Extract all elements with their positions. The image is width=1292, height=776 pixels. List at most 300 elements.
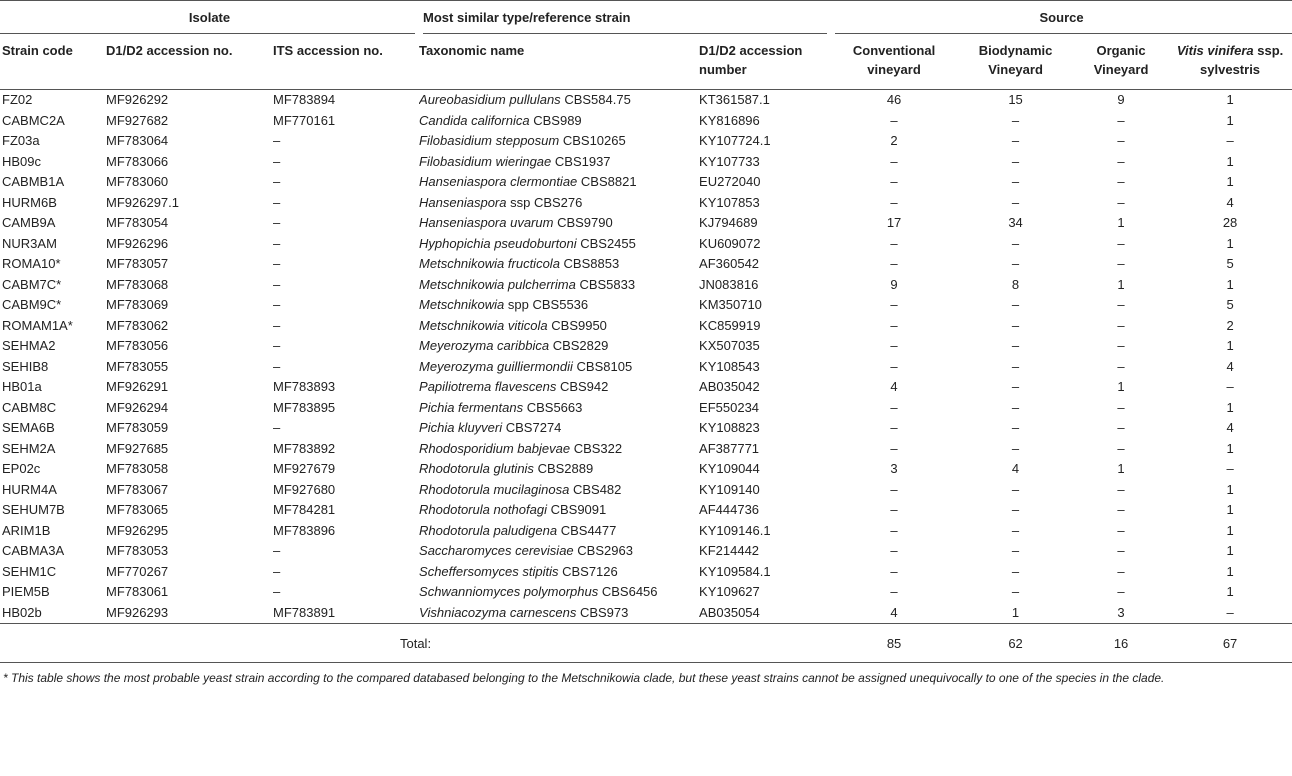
- taxon-reference-code: CBS989: [533, 112, 582, 128]
- cell-biodynamic: 4: [1011, 461, 1020, 476]
- cell-vitis: 28: [1222, 215, 1238, 230]
- cell-organic: –: [1117, 235, 1125, 251]
- cell-its-accession: –: [273, 276, 281, 292]
- taxon-species-name: Candida californica: [419, 112, 530, 128]
- cell-its-accession: –: [273, 194, 281, 210]
- cell-d1d2-ref-accession: KT361587.1: [699, 92, 770, 107]
- group-source: Source: [1039, 9, 1084, 25]
- cell-strain-code: FZ03a: [2, 133, 40, 148]
- table-row: [0, 152, 1292, 173]
- cell-organic: 1: [1117, 461, 1125, 476]
- cell-d1d2-ref-accession: KX507035: [699, 338, 760, 353]
- table-row: [0, 439, 1292, 460]
- cell-taxonomic-name: [419, 398, 699, 419]
- cell-its-accession: –: [273, 133, 281, 148]
- table-row: [0, 275, 1292, 296]
- cell-its-accession: –: [273, 338, 281, 353]
- cell-biodynamic: –: [1011, 174, 1020, 189]
- cell-d1d2-ref-accession: EF550234: [699, 399, 760, 415]
- taxon-reference-code: CBS9790: [557, 215, 613, 230]
- taxon-species-name: Meyerozyma guilliermondii: [419, 358, 573, 374]
- col-strain-code: Strain code: [2, 43, 73, 58]
- cell-d1d2-accession: MF927685: [106, 440, 169, 456]
- cell-biodynamic: –: [1011, 543, 1020, 558]
- cell-d1d2-ref-accession: EU272040: [699, 174, 761, 189]
- cell-strain-code: ROMA10*: [2, 256, 61, 271]
- cell-biodynamic: –: [1011, 235, 1020, 251]
- cell-vitis: 1: [1226, 235, 1234, 251]
- cell-conventional: –: [890, 297, 898, 312]
- cell-vitis: 1: [1226, 276, 1234, 292]
- cell-taxonomic-name: [419, 562, 699, 583]
- table-row: [0, 562, 1292, 583]
- cell-d1d2-accession: MF783053: [106, 543, 169, 558]
- cell-d1d2-ref-accession: KY107733: [699, 153, 760, 169]
- cell-organic: –: [1117, 297, 1125, 312]
- cell-conventional: 4: [890, 379, 898, 394]
- table-row: [0, 111, 1292, 132]
- cell-conventional: –: [890, 317, 898, 333]
- table-row: [0, 398, 1292, 419]
- cell-taxonomic-name: [419, 213, 699, 234]
- cell-d1d2-accession: MF926291: [106, 379, 169, 394]
- col-organic: Organic Vineyard: [1093, 43, 1149, 77]
- cell-organic: –: [1117, 256, 1125, 271]
- cell-d1d2-accession: MF783064: [106, 133, 169, 148]
- cell-conventional: –: [890, 522, 898, 538]
- cell-organic: –: [1117, 481, 1125, 497]
- column-header-row: [0, 34, 1292, 90]
- col-vitis: [1168, 34, 1292, 90]
- cell-d1d2-accession: MF783068: [106, 276, 169, 292]
- cell-strain-code: HB02b: [2, 604, 42, 620]
- cell-strain-code: SEMA6B: [2, 420, 55, 435]
- table-row: [0, 603, 1292, 624]
- cell-d1d2-ref-accession: KJ794689: [699, 215, 758, 230]
- cell-d1d2-accession: MF783056: [106, 338, 169, 353]
- cell-d1d2-ref-accession: KU609072: [699, 235, 761, 251]
- group-header-row: [0, 1, 1292, 34]
- taxon-reference-code: CBS7126: [562, 563, 618, 579]
- cell-strain-code: CABMB1A: [2, 174, 65, 189]
- cell-d1d2-ref-accession: KF214442: [699, 543, 760, 558]
- cell-taxonomic-name: [419, 541, 699, 562]
- cell-vitis: 1: [1226, 92, 1234, 107]
- cell-vitis: 1: [1226, 563, 1234, 579]
- cell-d1d2-ref-accession: AB035054: [699, 604, 760, 620]
- taxon-reference-code: spp CBS5536: [507, 297, 589, 312]
- cell-d1d2-accession: MF926293: [106, 604, 169, 620]
- taxon-reference-code: CBS584.75: [564, 92, 631, 107]
- cell-strain-code: SEHIB8: [2, 358, 49, 374]
- cell-conventional: –: [890, 194, 898, 210]
- cell-vitis: –: [1226, 604, 1234, 620]
- cell-conventional: 2: [890, 133, 898, 148]
- cell-its-accession: –: [273, 420, 281, 435]
- cell-d1d2-accession: MF927682: [106, 112, 169, 128]
- table-row: [0, 541, 1292, 562]
- cell-strain-code: SEHMA2: [2, 338, 56, 353]
- cell-biodynamic: –: [1011, 338, 1020, 353]
- cell-biodynamic: 15: [1008, 92, 1023, 107]
- cell-taxonomic-name: [419, 275, 699, 296]
- cell-its-accession: –: [273, 584, 281, 599]
- cell-organic: 1: [1117, 379, 1125, 394]
- cell-organic: –: [1117, 174, 1125, 189]
- cell-vitis: 2: [1226, 317, 1234, 333]
- cell-d1d2-ref-accession: KC859919: [699, 317, 761, 333]
- cell-conventional: –: [890, 338, 898, 353]
- col-biodynamic: Biodynamic Vineyard: [978, 43, 1053, 77]
- table-row: [0, 418, 1292, 439]
- total-label: Total:: [0, 624, 831, 663]
- taxon-species-name: Filobasidium stepposum: [419, 133, 560, 148]
- cell-biodynamic: –: [1011, 112, 1020, 128]
- cell-biodynamic: –: [1011, 194, 1020, 210]
- cell-d1d2-accession: MF926296: [106, 235, 169, 251]
- cell-its-accession: MF783894: [273, 92, 336, 107]
- cell-strain-code: EP02c: [2, 461, 41, 476]
- taxon-reference-code: CBS6456: [601, 584, 658, 599]
- cell-vitis: 1: [1226, 174, 1234, 189]
- cell-d1d2-ref-accession: AB035042: [699, 379, 760, 394]
- cell-taxonomic-name: [419, 336, 699, 357]
- cell-strain-code: CABM7C*: [2, 276, 62, 292]
- cell-vitis: –: [1226, 461, 1234, 476]
- taxon-species-name: Metschnikowia viticola: [419, 317, 548, 333]
- cell-d1d2-ref-accession: KY109146.1: [699, 522, 771, 538]
- cell-strain-code: HB09c: [2, 153, 42, 169]
- cell-its-accession: MF927679: [273, 461, 336, 476]
- taxon-species-name: Meyerozyma caribbica: [419, 338, 550, 353]
- cell-its-accession: MF927680: [273, 481, 336, 497]
- cell-organic: 1: [1117, 276, 1125, 292]
- cell-taxonomic-name: [419, 439, 699, 460]
- table-row: [0, 193, 1292, 214]
- cell-taxonomic-name: [419, 521, 699, 542]
- cell-organic: –: [1117, 358, 1125, 374]
- taxon-reference-code: CBS942: [559, 379, 609, 394]
- cell-vitis: 5: [1226, 256, 1234, 271]
- table-row: [0, 336, 1292, 357]
- col-vitis-rest: ssp. sylvestris: [1200, 43, 1284, 77]
- cell-taxonomic-name: [419, 480, 699, 501]
- cell-its-accession: –: [273, 297, 281, 312]
- cell-conventional: 46: [886, 92, 902, 107]
- cell-conventional: –: [890, 399, 898, 415]
- cell-organic: –: [1117, 112, 1125, 128]
- cell-vitis: 1: [1226, 153, 1234, 169]
- cell-organic: –: [1117, 133, 1125, 148]
- cell-d1d2-accession: MF783055: [106, 358, 169, 374]
- taxon-reference-code: CBS8105: [576, 358, 633, 374]
- cell-its-accession: MF783891: [273, 604, 336, 620]
- cell-strain-code: HURM4A: [2, 481, 57, 497]
- cell-organic: –: [1117, 502, 1125, 517]
- cell-strain-code: PIEM5B: [2, 584, 50, 599]
- taxon-species-name: Filobasidium wieringae: [419, 153, 552, 169]
- cell-strain-code: CAMB9A: [2, 215, 56, 230]
- cell-organic: 3: [1117, 604, 1125, 620]
- taxon-reference-code: CBS9950: [551, 317, 607, 333]
- table-row: [0, 582, 1292, 603]
- cell-biodynamic: –: [1011, 297, 1020, 312]
- taxon-species-name: Rhodotorula nothofagi: [419, 502, 547, 517]
- cell-strain-code: CABM9C*: [2, 297, 62, 312]
- cell-taxonomic-name: [419, 254, 699, 275]
- col-d1d2-ref-accession: D1/D2 accession number: [699, 43, 803, 77]
- col-vitis-italic: Vitis vinifera: [1176, 43, 1254, 58]
- cell-conventional: –: [890, 543, 898, 558]
- cell-d1d2-accession: MF783060: [106, 174, 169, 189]
- taxon-reference-code: CBS8853: [563, 256, 620, 271]
- cell-organic: –: [1117, 399, 1125, 415]
- cell-strain-code: CABMA3A: [2, 543, 65, 558]
- cell-taxonomic-name: [419, 90, 699, 111]
- taxon-species-name: Hanseniaspora: [419, 194, 507, 210]
- table-row: [0, 172, 1292, 193]
- taxon-reference-code: CBS2889: [537, 461, 594, 476]
- taxon-reference-code: CBS973: [579, 604, 629, 620]
- cell-conventional: –: [890, 174, 898, 189]
- cell-biodynamic: 8: [1011, 276, 1020, 292]
- taxon-reference-code: CBS8821: [580, 174, 637, 189]
- taxon-reference-code: CBS7274: [505, 420, 562, 435]
- table-row: [0, 357, 1292, 378]
- cell-d1d2-accession: MF783058: [106, 461, 169, 476]
- cell-its-accession: –: [273, 215, 281, 230]
- cell-organic: –: [1117, 563, 1125, 579]
- cell-vitis: 1: [1226, 112, 1234, 128]
- cell-d1d2-accession: MF926297.1: [106, 194, 179, 210]
- cell-biodynamic: 34: [1008, 215, 1023, 230]
- cell-conventional: –: [890, 235, 898, 251]
- cell-d1d2-accession: MF783061: [106, 584, 169, 599]
- taxon-species-name: Schwanniomyces polymorphus: [419, 584, 599, 599]
- cell-taxonomic-name: [419, 603, 699, 624]
- cell-d1d2-accession: MF783057: [106, 256, 169, 271]
- cell-strain-code: NUR3AM: [2, 235, 57, 251]
- cell-biodynamic: –: [1011, 153, 1020, 169]
- cell-taxonomic-name: [419, 357, 699, 378]
- cell-conventional: –: [890, 440, 898, 456]
- cell-conventional: 3: [890, 461, 898, 476]
- taxon-reference-code: CBS9091: [550, 502, 607, 517]
- cell-biodynamic: –: [1011, 317, 1020, 333]
- cell-organic: –: [1117, 522, 1125, 538]
- cell-d1d2-ref-accession: JN083816: [699, 276, 759, 292]
- cell-its-accession: –: [273, 358, 281, 374]
- cell-vitis: –: [1226, 133, 1234, 148]
- taxon-reference-code: CBS1937: [554, 153, 611, 169]
- cell-conventional: –: [890, 420, 898, 435]
- cell-organic: 1: [1117, 215, 1125, 230]
- table-row: [0, 316, 1292, 337]
- cell-d1d2-ref-accession: KM350710: [699, 297, 762, 312]
- cell-d1d2-accession: MF926294: [106, 399, 169, 415]
- cell-organic: –: [1117, 338, 1125, 353]
- cell-vitis: 1: [1226, 522, 1234, 538]
- table-row: [0, 377, 1292, 398]
- cell-its-accession: –: [273, 256, 281, 271]
- group-isolate: Isolate: [188, 9, 231, 25]
- cell-conventional: –: [890, 481, 898, 497]
- footnote: * This table shows the most probable yeast strain according to the compared databased belonging to the Metschnikowia clade, but these yeast strains cannot be assigned unequivocally to one of the species in the clade.: [3, 671, 1165, 685]
- cell-taxonomic-name: [419, 459, 699, 480]
- cell-d1d2-accession: MF783062: [106, 317, 169, 333]
- taxon-species-name: Saccharomyces cerevisiae: [419, 543, 574, 558]
- table-row: [0, 90, 1292, 111]
- cell-taxonomic-name: [419, 193, 699, 214]
- cell-its-accession: –: [273, 563, 281, 579]
- table-row: [0, 234, 1292, 255]
- cell-conventional: –: [890, 563, 898, 579]
- taxon-species-name: Rhodotorula paludigena: [419, 522, 558, 538]
- cell-vitis: 1: [1226, 543, 1234, 558]
- cell-its-accession: MF783893: [273, 379, 336, 394]
- taxon-reference-code: CBS10265: [562, 133, 626, 148]
- cell-its-accession: MF783895: [273, 399, 336, 415]
- taxon-reference-code: CBS5833: [579, 276, 636, 292]
- taxon-species-name: Vishniacozyma carnescens: [419, 604, 577, 620]
- cell-its-accession: –: [273, 543, 281, 558]
- taxon-reference-code: CBS482: [572, 481, 622, 497]
- cell-d1d2-ref-accession: KY109584.1: [699, 563, 771, 579]
- cell-strain-code: CABMC2A: [2, 112, 65, 128]
- cell-d1d2-ref-accession: KY107853: [699, 194, 760, 210]
- taxon-species-name: Scheffersomyces stipitis: [419, 563, 559, 579]
- taxon-species-name: Metschnikowia fructicola: [419, 256, 560, 271]
- cell-biodynamic: –: [1011, 399, 1020, 415]
- taxon-reference-code: CBS322: [573, 440, 623, 456]
- cell-conventional: –: [890, 502, 898, 517]
- taxon-species-name: Papiliotrema flavescens: [419, 379, 557, 394]
- cell-biodynamic: –: [1011, 563, 1020, 579]
- cell-d1d2-accession: MF783066: [106, 153, 169, 169]
- cell-conventional: –: [890, 584, 898, 599]
- cell-conventional: –: [890, 358, 898, 374]
- cell-biodynamic: –: [1011, 440, 1020, 456]
- cell-d1d2-accession: MF770267: [106, 563, 169, 579]
- cell-taxonomic-name: [419, 131, 699, 152]
- cell-vitis: –: [1226, 379, 1234, 394]
- taxon-species-name: Metschnikowia: [419, 297, 505, 312]
- cell-taxonomic-name: [419, 582, 699, 603]
- table-row: [0, 213, 1292, 234]
- cell-strain-code: HB01a: [2, 379, 42, 394]
- cell-vitis: 4: [1226, 194, 1234, 210]
- table-row: [0, 295, 1292, 316]
- taxon-species-name: Pichia kluyveri: [419, 420, 503, 435]
- cell-vitis: 1: [1226, 399, 1234, 415]
- col-d1d2-accession: D1/D2 accession no.: [106, 43, 233, 58]
- cell-d1d2-ref-accession: KY107724.1: [699, 133, 771, 148]
- cell-its-accession: –: [273, 235, 281, 251]
- table-body: [0, 90, 1292, 624]
- cell-conventional: –: [890, 256, 898, 271]
- cell-its-accession: –: [273, 317, 281, 333]
- taxon-species-name: Pichia fermentans: [419, 399, 524, 415]
- cell-d1d2-accession: MF783067: [106, 481, 169, 497]
- taxon-species-name: Hanseniaspora clermontiae: [419, 174, 578, 189]
- cell-taxonomic-name: [419, 234, 699, 255]
- cell-conventional: –: [890, 153, 898, 169]
- cell-biodynamic: –: [1011, 502, 1020, 517]
- cell-taxonomic-name: [419, 316, 699, 337]
- taxon-reference-code: CBS2455: [580, 235, 636, 251]
- cell-organic: 9: [1117, 92, 1125, 107]
- cell-biodynamic: –: [1011, 256, 1020, 271]
- taxon-species-name: Aureobasidium pullulans: [419, 92, 561, 107]
- taxon-reference-code: ssp CBS276: [510, 194, 583, 210]
- cell-organic: –: [1117, 194, 1125, 210]
- cell-strain-code: CABM8C: [2, 399, 57, 415]
- cell-d1d2-ref-accession: AF387771: [699, 440, 760, 456]
- cell-organic: –: [1117, 584, 1125, 599]
- cell-d1d2-ref-accession: AF444736: [699, 502, 760, 517]
- cell-organic: –: [1117, 153, 1125, 169]
- cell-conventional: 4: [890, 604, 898, 620]
- cell-biodynamic: –: [1011, 584, 1020, 599]
- cell-strain-code: SEHM2A: [2, 440, 56, 456]
- taxon-species-name: Rhodotorula glutinis: [419, 461, 534, 476]
- cell-its-accession: MF783892: [273, 440, 336, 456]
- total-organic: 16: [1074, 624, 1168, 663]
- taxon-reference-code: CBS2963: [577, 543, 633, 558]
- cell-vitis: 4: [1226, 420, 1234, 435]
- cell-its-accession: MF783896: [273, 522, 336, 538]
- cell-strain-code: ARIM1B: [2, 522, 51, 538]
- cell-taxonomic-name: [419, 111, 699, 132]
- taxon-reference-code: CBS4477: [560, 522, 617, 538]
- cell-d1d2-accession: MF926292: [106, 92, 169, 107]
- cell-biodynamic: –: [1011, 522, 1020, 538]
- cell-its-accession: –: [273, 153, 281, 169]
- cell-biodynamic: 1: [1011, 604, 1020, 620]
- cell-organic: –: [1117, 420, 1125, 435]
- cell-d1d2-ref-accession: KY109044: [699, 461, 760, 476]
- taxon-species-name: Rhodotorula mucilaginosa: [419, 481, 570, 497]
- cell-organic: –: [1117, 317, 1125, 333]
- cell-d1d2-ref-accession: KY109140: [699, 481, 760, 497]
- table-row: [0, 480, 1292, 501]
- cell-d1d2-ref-accession: AF360542: [699, 256, 760, 271]
- cell-d1d2-ref-accession: KY108543: [699, 358, 760, 374]
- taxon-species-name: Hanseniaspora uvarum: [419, 215, 554, 230]
- table-row: [0, 521, 1292, 542]
- cell-taxonomic-name: [419, 500, 699, 521]
- cell-vitis: 1: [1226, 338, 1234, 353]
- taxon-reference-code: CBS5663: [526, 399, 583, 415]
- cell-conventional: 9: [890, 276, 898, 292]
- total-conventional: 85: [831, 624, 957, 663]
- cell-strain-code: HURM6B: [2, 194, 57, 210]
- group-similar-strain: Most similar type/reference strain: [423, 9, 631, 25]
- cell-biodynamic: –: [1011, 481, 1020, 497]
- taxon-species-name: Metschnikowia pulcherrima: [419, 276, 576, 292]
- cell-vitis: 1: [1226, 440, 1234, 456]
- total-row: [0, 624, 1292, 663]
- taxon-species-name: Hyphopichia pseudoburtoni: [419, 235, 577, 251]
- cell-taxonomic-name: [419, 377, 699, 398]
- cell-vitis: 1: [1226, 481, 1234, 497]
- cell-its-accession: –: [273, 174, 281, 189]
- table-row: [0, 500, 1292, 521]
- cell-vitis: 1: [1226, 502, 1234, 517]
- cell-strain-code: ROMAM1A*: [2, 317, 73, 333]
- cell-d1d2-ref-accession: KY108823: [699, 420, 760, 435]
- cell-d1d2-accession: MF783054: [106, 215, 169, 230]
